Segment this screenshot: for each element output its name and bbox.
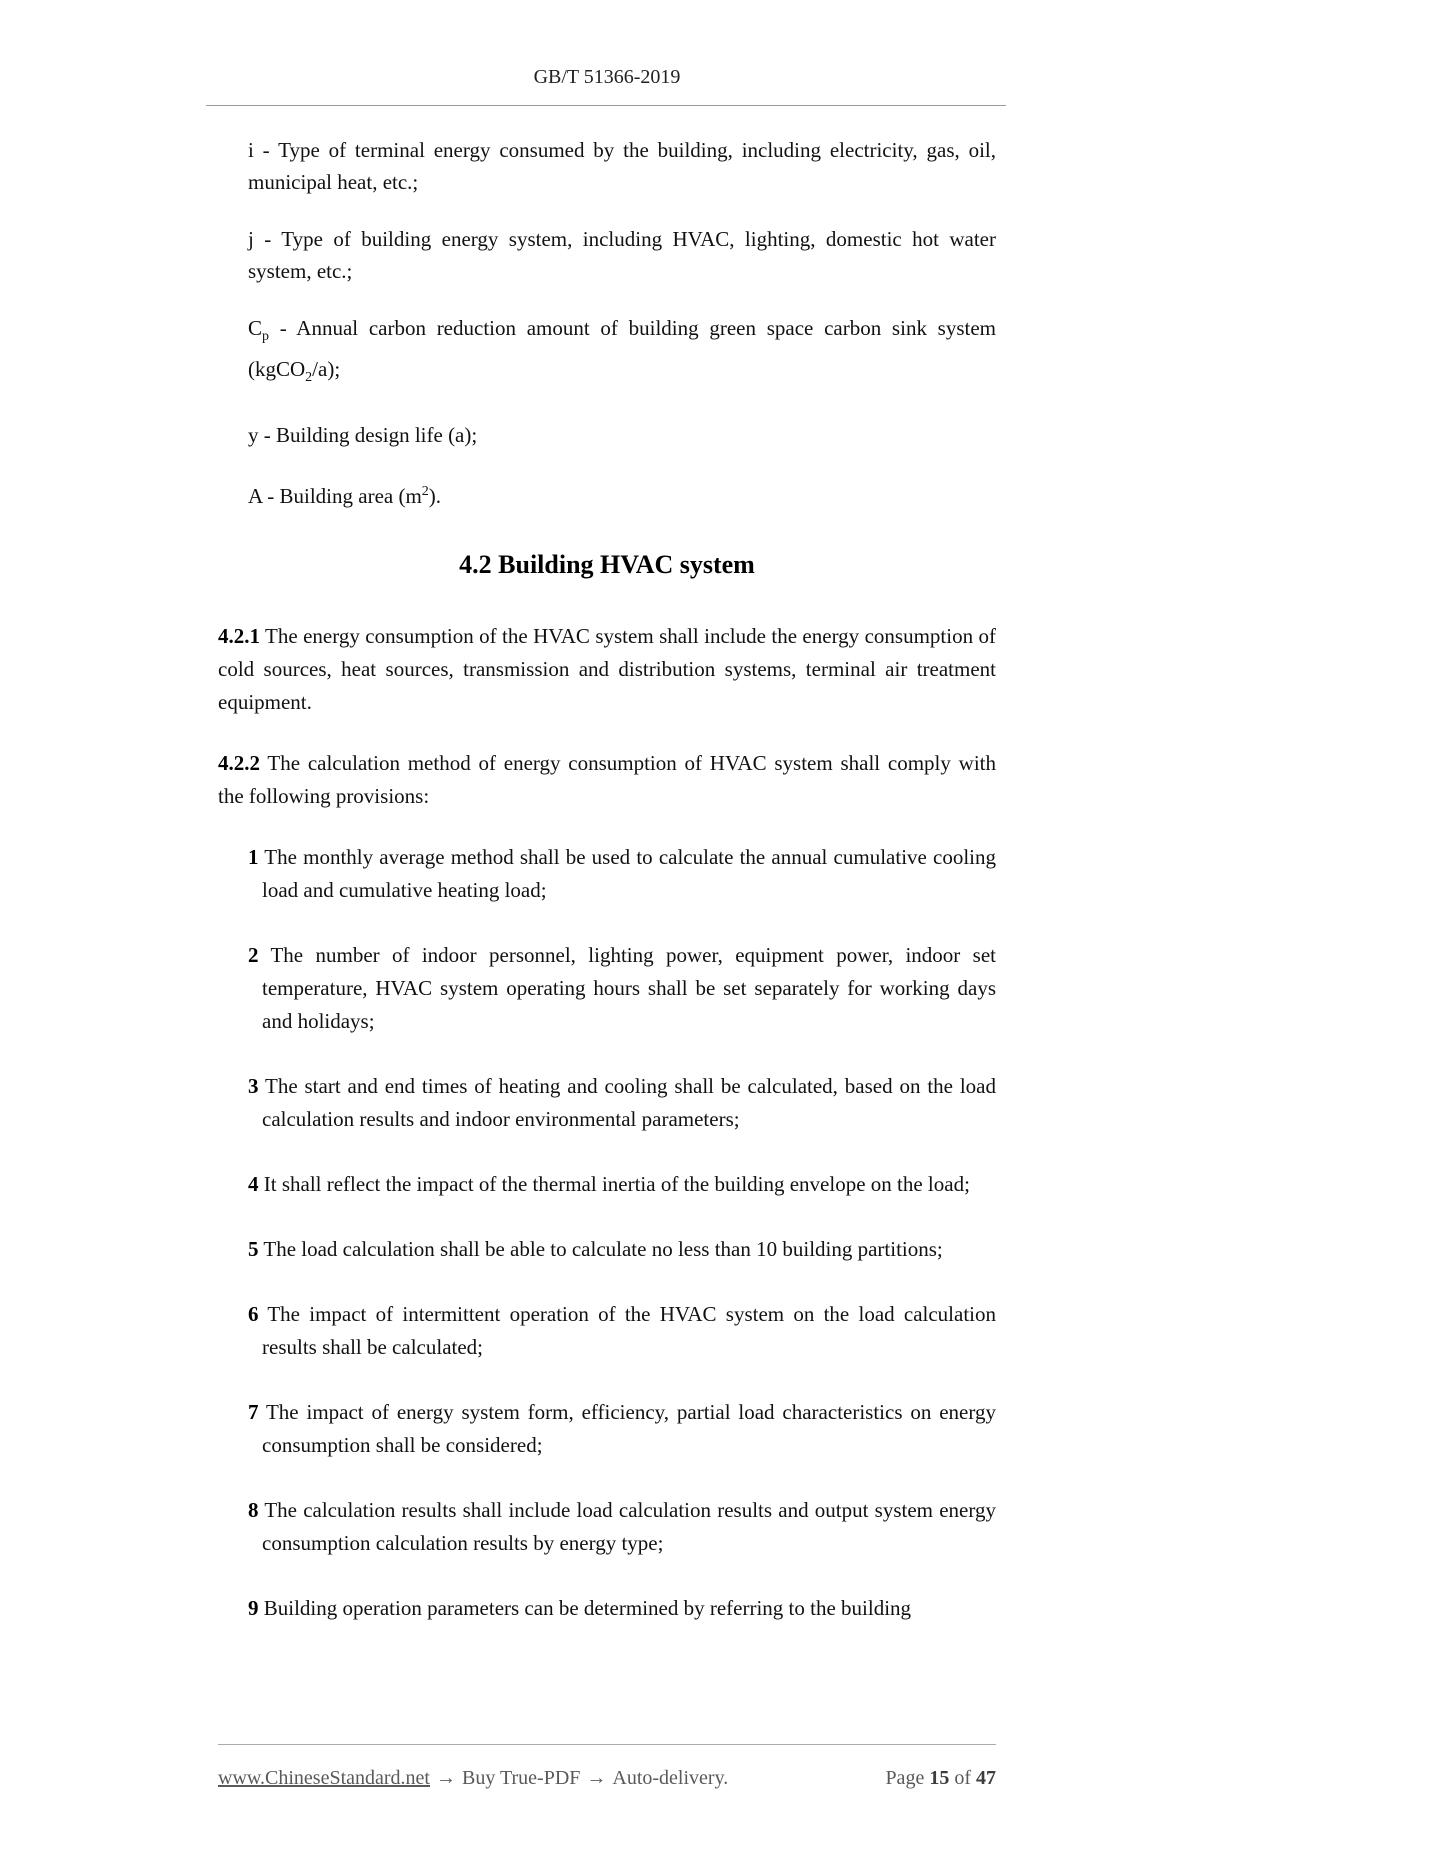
page-current: 15 [929, 1767, 950, 1789]
footer-delivery-text: Auto-delivery. [612, 1767, 729, 1789]
definition-cp-text-b: /a); [312, 357, 341, 382]
definition-a [248, 476, 996, 512]
definition-cp-subscript: p [262, 329, 270, 345]
item-text: The monthly average method shall be used to calculate the annual cumulative cooling load and cumulative heating load; [262, 845, 997, 903]
item-text: The start and end times of heating and cooling shall be calculated, based on the load calculation results and indoor environmental parameters; [262, 1074, 996, 1132]
item-text: The load calculation shall be able to calculate no less than 10 building partitions; [263, 1237, 943, 1262]
page-footer [218, 1744, 996, 1790]
clause-text: The energy consumption of the HVAC system shall include the energy consumption of cold sources, heat sources, transmission and distribution systems, terminal air treatment equipment. [218, 624, 996, 715]
item-number: 2 [248, 943, 259, 968]
item-text: The impact of intermittent operation of the HVAC system on the load calculation results shall be calculated; [262, 1302, 996, 1360]
item-text: It shall reflect the impact of the thermal inertia of the building envelope on the load; [263, 1172, 970, 1197]
footer-buy-text: Buy True-PDF [462, 1767, 581, 1789]
clause-number: 4.2.2 [218, 751, 260, 776]
definition-j [248, 223, 996, 287]
of-word: of [954, 1767, 971, 1789]
clause-number: 4.2.1 [218, 624, 260, 649]
definition-cp-text-a: - Annual carbon reduction amount of building green space carbon sink system (kgCO [248, 316, 996, 382]
definition-y-text: y - Building design life (a); [248, 423, 478, 448]
list-item-7 [218, 1396, 996, 1462]
item-number: 9 [248, 1596, 259, 1621]
list-item-4 [218, 1168, 996, 1201]
list-item-8 [218, 1494, 996, 1560]
definition-a-text-a: A - Building area (m [248, 484, 422, 509]
item-number: 3 [248, 1074, 259, 1099]
list-item-2 [218, 939, 996, 1038]
page-word: Page [885, 1767, 925, 1789]
definitions-block [248, 134, 996, 512]
definition-cp-base: C [248, 316, 263, 340]
definition-a-text-b: ). [428, 484, 442, 509]
item-number: 8 [248, 1498, 259, 1523]
definition-i-text: i - Type of terminal energy consumed by the building, including electricity, gas, oil, municipal heat, etc.; [248, 138, 996, 194]
item-text: The impact of energy system form, efficiency, partial load characteristics on energy consumption shall be considered; [262, 1400, 996, 1458]
item-number: 7 [248, 1400, 259, 1425]
page-number [885, 1767, 996, 1790]
clause-4-2-1 [218, 620, 996, 719]
page-total: 47 [976, 1767, 996, 1789]
provisions-list [218, 841, 996, 1625]
list-item-6 [218, 1298, 996, 1364]
definition-j-text: j - Type of building energy system, including HVAC, lighting, domestic hot water system, etc.; [248, 227, 996, 283]
definition-i [248, 134, 996, 198]
item-number: 5 [248, 1237, 259, 1262]
definition-a-superscript: 2 [421, 484, 429, 500]
list-item-3 [218, 1070, 996, 1136]
item-text: Building operation parameters can be determined by referring to the building [263, 1596, 912, 1621]
definition-cp-co2-subscript: 2 [305, 370, 313, 386]
item-text: The calculation results shall include load calculation results and output system energy consumption calculation results by energy type; [262, 1498, 996, 1556]
list-item-5 [218, 1233, 996, 1266]
header-divider [206, 105, 1006, 106]
clause-4-2-2 [218, 747, 996, 813]
list-item-1 [218, 841, 996, 907]
definition-cp [248, 312, 996, 394]
item-number: 1 [248, 845, 259, 870]
list-item-9 [218, 1592, 996, 1625]
item-number: 6 [248, 1302, 259, 1327]
document-number: GB/T 51366-2019 [533, 66, 681, 88]
footer-source [218, 1767, 728, 1790]
page-content [218, 0, 996, 1657]
arrow-icon: → [586, 1767, 607, 1789]
arrow-icon: → [436, 1767, 456, 1789]
item-number: 4 [248, 1172, 259, 1197]
clause-text: The calculation method of energy consumption of HVAC system shall comply with the following provisions: [218, 751, 997, 809]
footer-website-link[interactable]: www.ChineseStandard.net [218, 1767, 430, 1789]
item-text: The number of indoor personnel, lighting power, equipment power, indoor set temperature, HVAC system operating hours shall be set separately for working days and holidays; [262, 943, 996, 1034]
section-heading: 4.2 Building HVAC system [459, 550, 755, 580]
definition-y [248, 419, 996, 451]
